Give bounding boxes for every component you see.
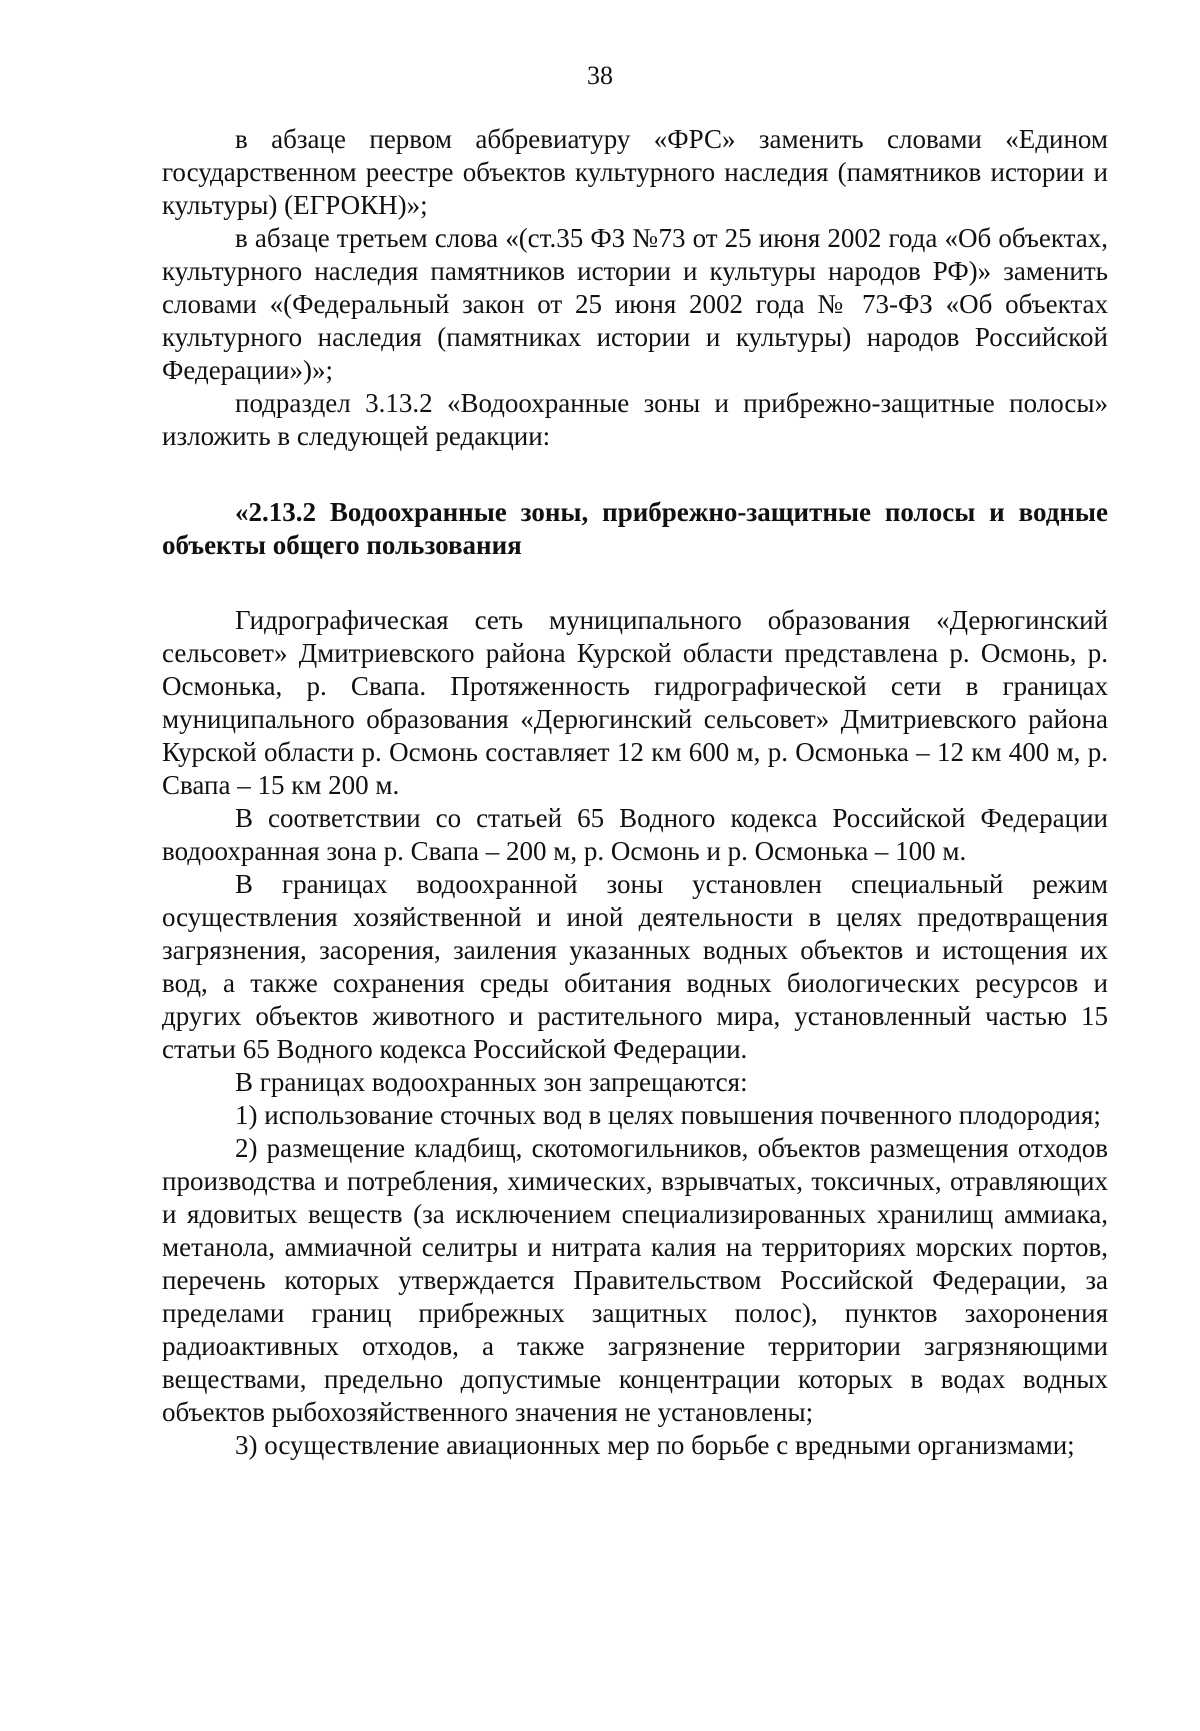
heading-spacer	[162, 562, 1108, 604]
list-item-prohibition-2: 2) размещение кладбищ, скотомогильников, объектов размещения отходов производства и потребления, химических, взрывчатых, токсичных, отравляющих и ядовитых веществ (за исключением специализированных хранилищ аммиака, метанола, аммиачной селитры и нитрата калия на территориях морских портов, перечень которых утверждается Правительством Российской Федерации, за пределами границ прибрежных защитных полос), пунктов захоронения радиоактивных отходов, а также загрязнение территории загрязняющими веществами, предельно допустимые концентрации которых в водах водных объектов рыбохозяйственного значения не установлены;	[162, 1133, 1108, 1427]
paragraph-hydrographic-network: Гидрографическая сеть муниципального образования «Дерюгинский сельсовет» Дмитриевского района Курской области представлена р. Осмонь, р. Осмонька, р. Свапа. Протяженность гидрографической сети в границах муниципального образования «Дерюгинский сельсовет» Дмитриевского района Курской области р. Осмонь составляет 12 км 600 м, р. Осмонька – 12 км 400 м, р. Свапа – 15 км 200 м.	[162, 605, 1108, 800]
section-heading: «2.13.2 Водоохранные зоны, прибрежно-защитные полосы и водные объекты общего пользования	[162, 497, 1108, 560]
page-number: 38	[587, 61, 613, 90]
paragraph-paragraph-three-replacement: в абзаце третьем слова «(ст.35 ФЗ №73 от 25 июня 2002 года «Об объектах, культурного наследия памятников истории и культуры народов РФ)» заменить словами «(Федеральный закон от 25 июня 2002 года № 73-ФЗ «Об объектах культурного наследия (памятниках истории и культуры) народов Российской Федерации»)»;	[162, 223, 1108, 385]
document-body	[162, 123, 1108, 1462]
paragraph-water-protection-zone-widths: В соответствии со статьей 65 Водного кодекса Российской Федерации водоохранная зона р. Свапа – 200 м, р. Осмонь и р. Осмонька – 100 м.	[162, 803, 1108, 866]
paragraph-abbreviation-replacement: в абзаце первом аббревиатуру «ФРС» заменить словами «Едином государственном реестре объектов культурного наследия (памятников истории и культуры) (ЕГРОКН)»;	[162, 124, 1108, 220]
paragraph-prohibitions-intro: В границах водоохранных зон запрещаются:	[235, 1067, 748, 1097]
list-item-prohibition-3: 3) осуществление авиационных мер по борьбе с вредными организмами;	[235, 1430, 1075, 1460]
list-item-prohibition-1: 1) использование сточных вод в целях повышения почвенного плодородия;	[235, 1100, 1101, 1130]
paragraph-special-regime: В границах водоохранной зоны установлен специальный режим осуществления хозяйственной и иной деятельности в целях предотвращения загрязнения, засорения, заиления указанных водных объектов и истощения их вод, а также сохранения среды обитания водных биологических ресурсов и других объектов животного и растительного мира, установленный частью 15 статьи 65 Водного кодекса Российской Федерации.	[162, 869, 1108, 1064]
paragraph-subsection-replacement: подраздел 3.13.2 «Водоохранные зоны и прибрежно-защитные полосы» изложить в следующей редакции:	[162, 388, 1108, 451]
